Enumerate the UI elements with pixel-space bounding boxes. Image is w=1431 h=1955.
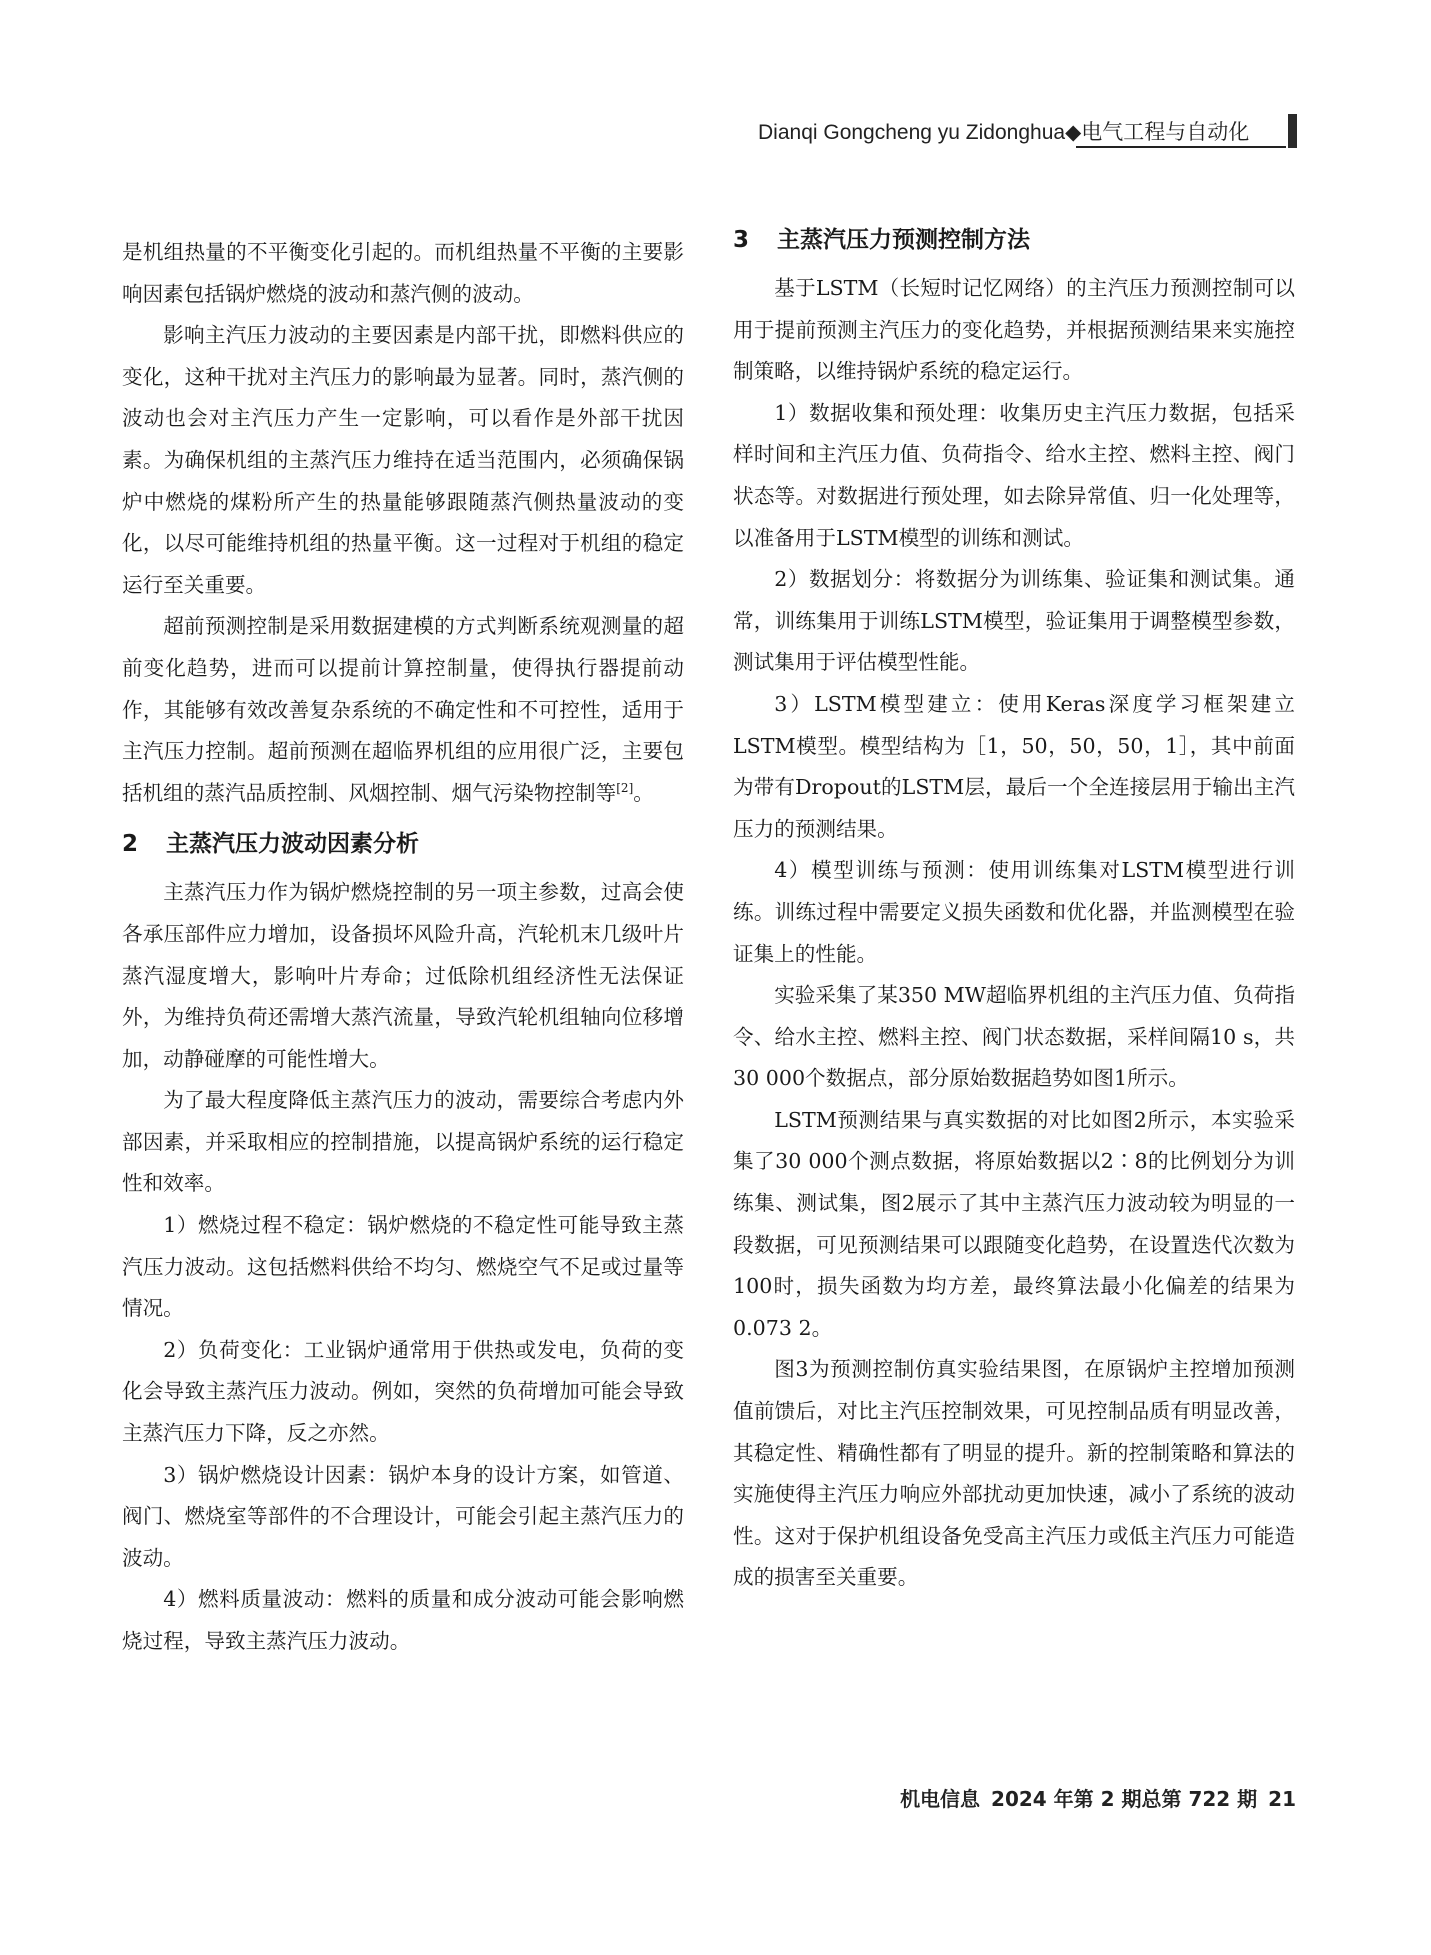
list-item: 4）模型训练与预测：使用训练集对LSTM模型进行训练。训练过程中需要定义损失函数和优化器，并监测模型在验证集上的性能。 [733,858,1295,966]
section-title: 主蒸汽压力波动因素分析 [166,831,419,858]
section-title: 主蒸汽压力预测控制方法 [777,227,1030,253]
list-item: 2）数据划分：将数据分为训练集、验证集和测试集。通常，训练集用于训练LSTM模型，验证集用于调整模型参数，测试集用于评估模型性能。 [733,567,1295,675]
list-item: 3）LSTM模型建立：使用Keras深度学习框架建立LSTM模型。模型结构为［1，50，50，50，1］，其中前面为带有Dropout的LSTM层，最后一个全连接层用于输出主汽压力的预测结果。 [733,691,1295,841]
journal-name: 电气工程与自动化 [1081,120,1250,144]
paragraph: 影响主汽压力波动的主要因素是内部干扰，即燃料供应的变化，这种干扰对主汽压力的影响最为显著。同时，蒸汽侧的波动也会对主汽压力产生一定影响，可以看作是外部干扰因素。为确保机组的主蒸汽压力维持在适当范围内，必须确保锅炉中燃烧的煤粉所产生的热量能够跟随蒸汽侧热量波动的变化，以尽可能维持机组的热量平衡。这一过程对于机组的稳定运行至关重要。 [122,323,684,597]
page-number: 21 [1268,1787,1296,1811]
diamond-icon: ◆ [1065,121,1082,144]
left-column [122,232,684,1663]
section-number: 3 [733,227,750,253]
list-item: 1）燃烧过程不稳定：锅炉燃烧的不稳定性可能导致主蒸汽压力波动。这包括燃料供给不均匀、燃烧空气不足或过量等情况。 [122,1213,684,1321]
header-underline [1076,146,1286,148]
paragraph: 基于LSTM（长短时记忆网络）的主汽压力预测控制可以用于提前预测主汽压力的变化趋势，并根据预测结果来实施控制策略，以维持锅炉系统的稳定运行。 [733,276,1295,384]
paragraph: 图3为预测控制仿真实验结果图，在原锅炉主控增加预测值前馈后，对比主汽压控制效果，可见控制品质有明显改善，其稳定性、精确性都有了明显的提升。新的控制策略和算法的实施使得主汽压力响应外部扰动更加快速，减小了系统的波动性。这对于保护机组设备免受高主汽压力或低主汽压力可能造成的损害至关重要。 [733,1357,1295,1590]
header-side-bar [1288,114,1297,148]
list-item: 4）燃料质量波动：燃料的质量和成分波动可能会影响燃烧过程，导致主蒸汽压力波动。 [122,1587,684,1653]
citation-ref: [2] [616,780,634,795]
list-item: 3）锅炉燃烧设计因素：锅炉本身的设计方案，如管道、阀门、燃烧室等部件的不合理设计，可能会引起主蒸汽压力的波动。 [122,1462,684,1570]
paragraph: 主蒸汽压力作为锅炉燃烧控制的另一项主参数，过高会使各承压部件应力增加，设备损坏风险升高，汽轮机末几级叶片蒸汽湿度增大，影响叶片寿命；过低除机组经济性无法保证外，为维持负荷还需增大蒸汽流量，导致汽轮机组轴向位移增加，动静碰摩的可能性增大。 [122,880,684,1071]
section-heading-3 [733,210,1295,268]
paragraph-end: 。 [633,780,654,805]
list-item: 2）负荷变化：工业锅炉通常用于供热或发电，负荷的变化会导致主蒸汽压力波动。例如，突然的负荷增加可能会导致主蒸汽压力下降，反之亦然。 [122,1337,684,1446]
section-heading-2 [122,814,684,872]
paragraph [122,606,684,814]
paragraph-text: 超前预测控制是采用数据建模的方式判断系统观测量的超前变化趋势，进而可以提前计算控制量，使得执行器提前动作，其能够有效改善复杂系统的不确定性和不可控性，适用于主汽压力控制。超前预测在超临界机组的应用很广泛，主要包括机组的蒸汽品质控制、风烟控制、烟气污染物控制等 [122,614,684,805]
footer-journal: 机电信息 [900,1787,981,1811]
running-header-text [758,116,1249,146]
paragraph: 是机组热量的不平衡变化引起的。而机组热量不平衡的主要影响因素包括锅炉燃烧的波动和蒸汽侧的波动。 [122,240,684,306]
paragraph: 为了最大程度降低主蒸汽压力的波动，需要综合考虑内外部因素，并采取相应的控制措施，以提高锅炉系统的运行稳定性和效率。 [122,1088,684,1196]
right-column [733,227,1295,1599]
paragraph: LSTM预测结果与真实数据的对比如图2所示，本实验采集了30 000个测点数据，将原始数据以2∶8的比例划分为训练集、测试集，图2展示了其中主蒸汽压力波动较为明显的一段数据，可见预测结果可以跟随变化趋势，在设置迭代次数为100时，损失函数为均方差，最终算法最小化偏差的结果为0.073 2。 [733,1107,1295,1340]
journal-pinyin: Dianqi Gongcheng yu Zidonghua [758,121,1066,144]
paragraph: 实验采集了某350 MW超临界机组的主汽压力值、负荷指令、给水主控、燃料主控、阀门状态数据，采样间隔10 s，共30 000个数据点，部分原始数据趋势如图1所示。 [733,983,1295,1091]
running-header [758,112,1296,152]
list-item: 1）数据收集和预处理：收集历史主汽压力数据，包括采样时间和主汽压力值、负荷指令、给水主控、燃料主控、阀门状态等。对数据进行预处理，如去除异常值、归一化处理等，以准备用于LSTM模型的训练和测试。 [733,400,1295,550]
footer-issue: 2024 年第 2 期总第 722 期 [991,1787,1258,1811]
page-footer [850,1783,1296,1812]
section-number: 2 [122,831,139,858]
